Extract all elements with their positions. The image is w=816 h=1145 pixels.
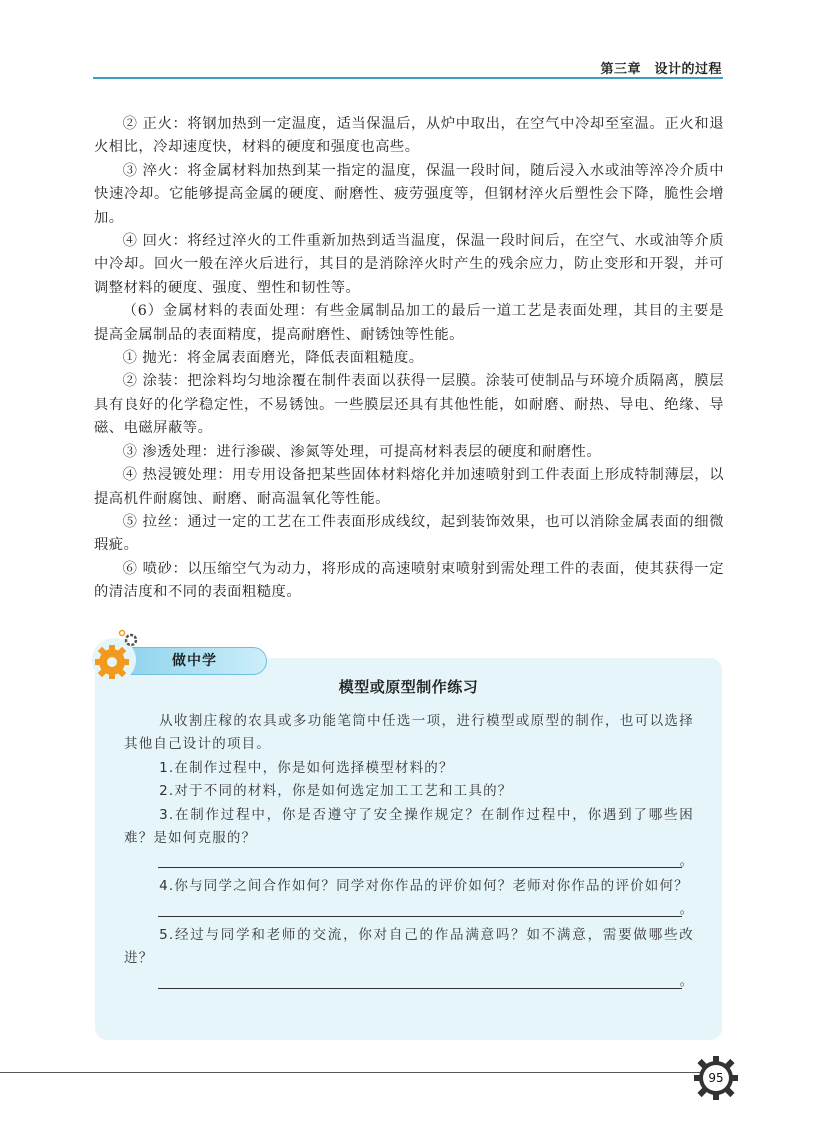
paragraph-surface-treatment: （6）金属材料的表面处理：有些金属制品加工的最后一道工艺是表面处理，其目的主要是提高金属制品的表面精度，提高耐磨性、耐锈蚀等性能。 — [94, 303, 724, 343]
answer-line-3[interactable] — [158, 850, 694, 875]
paragraph-coating: ② 涂装：把涂料均匀地涂覆在制件表面以获得一层膜。涂装可使制品与环境介质隔离，膜层具有良好的化学稳定性，不易锈蚀。一些膜层还具有其他性能，如耐磨、耐热、导电、绝缘、导磁、电磁屏蔽等。 — [94, 373, 724, 437]
paragraph-sandblasting: ⑥ 喷砂：以压缩空气为动力，将形成的高速喷射束喷射到需处理工件的表面，使其获得一定的清洁度和不同的表面粗糙度。 — [94, 560, 724, 601]
header-rule — [93, 77, 723, 79]
answer-rule — [158, 916, 682, 917]
question-1: 1.在制作过程中，你是如何选择模型材料的？ — [159, 759, 454, 776]
question-3: 3.在制作过程中，你是否遵守了安全操作规定？在制作过程中，你遇到了哪些困难？是如何克服的？ — [124, 806, 694, 847]
activity-tab-label: 做中学 — [172, 653, 217, 669]
paragraph-normalizing: ② 正火：将钢加热到一定温度，适当保温后，从炉中取出，在空气中冷却至室温。正火和退火相比，冷却速度快，材料的硬度和强度也高些。 — [94, 116, 724, 156]
paragraph-hot-dip: ④ 热浸镀处理：用专用设备把某些固体材料熔化并加速喷射到工件表面上形成特制薄层，以提高机件耐腐蚀、耐磨、耐高温氧化等性能。 — [94, 467, 724, 507]
activity-text — [124, 710, 694, 996]
answer-line-4[interactable] — [158, 899, 694, 924]
answer-rule — [158, 988, 682, 989]
answer-rule — [158, 867, 682, 868]
activity-intro: 从收割庄稼的农具或多功能笔筒中任选一项，进行模型或原型的制作，也可以选择其他自己设计的项目。 — [124, 713, 694, 753]
chapter-title: 第三章 设计的过程 — [600, 62, 722, 77]
answer-line-5[interactable] — [158, 971, 694, 996]
question-4: 4.你与同学之间合作如何？同学对你作品的评价如何？老师对你作品的评价如何？ — [159, 878, 689, 895]
paragraph-polishing: ① 抛光：将金属表面磨光，降低表面粗糙度。 — [122, 350, 424, 367]
paragraph-tempering: ④ 回火：将经过淬火的工件重新加热到适当温度，保温一段时间后，在空气、水或油等介质中冷却。回火一般在淬火后进行，其目的是消除淬火时产生的残余应力，防止变形和开裂，并可调整材料的硬度、强度、塑性和韧性等。 — [94, 233, 724, 296]
activity-title: 模型或原型制作练习 — [338, 678, 479, 696]
footer-rule — [0, 1072, 700, 1073]
paragraph-infiltration: ③ 渗透处理：进行渗碳、渗氮等处理，可提高材料表层的硬度和耐磨性。 — [122, 443, 602, 460]
page-number: 95 — [708, 1071, 724, 1085]
paragraph-quenching: ③ 淬火：将金属材料加热到某一指定的温度，保温一段时间，随后浸入水或油等淬冷介质中快速冷却。它能够提高金属的硬度、耐磨性、疲劳强度等，但钢材淬火后塑性会下降，脆性会增加。 — [94, 162, 724, 226]
answer-period: 。 — [679, 854, 694, 870]
question-2: 2.对于不同的材料，你是如何选定加工工艺和工具的？ — [159, 783, 513, 800]
body-text — [94, 113, 724, 605]
answer-period: 。 — [679, 902, 694, 918]
paragraph-wire-drawing: ⑤ 拉丝：通过一定的工艺在工件表面形成线纹，起到装饰效果，也可以消除金属表面的细微瑕疵。 — [94, 513, 724, 554]
answer-period: 。 — [679, 974, 694, 990]
question-5: 5.经过与同学和老师的交流，你对自己的作品满意吗？如不满意，需要做哪些改进？ — [124, 926, 694, 967]
